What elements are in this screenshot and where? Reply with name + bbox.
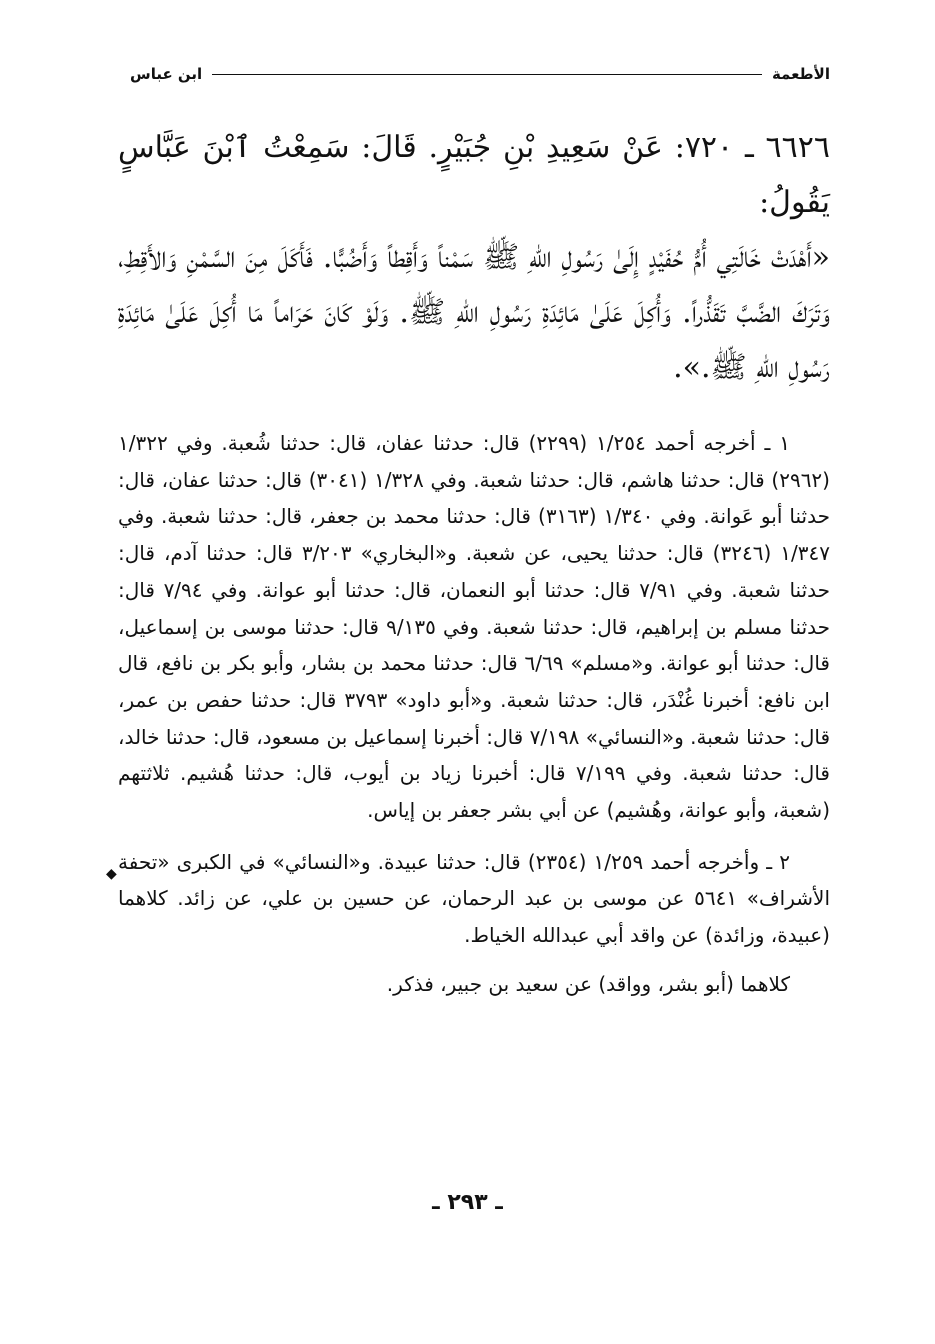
narrator-name: ابن عباس — [130, 65, 203, 83]
page-number: ـ ٢٩٣ ـ — [432, 1190, 503, 1215]
footnote-conclusion: كلاهما (أبو بشر، وواقد) عن سعيد بن جبير، فذكر. — [386, 971, 790, 996]
footnotes — [106, 425, 831, 1003]
hadith-matn: «أَهْدَتْ خَالَتِي أُمُّ حُفَيْدٍ إِلَىٰ رَسُولِ اللّٰهِ ﷺ سَمْناً وَأَقِطاً وَأَضُبًّا. فَأَكَلَ مِنَ السَّمْنِ وَالأَقِطِ، وَتَرَكَ الضَّبَّ تَقَذُّراً. وَأُكِلَ عَلَىٰ مَائِدَةِ رَسُولِ اللّٰهِ ﷺ. وَلَوْ كَانَ حَرَاماً مَا أُكِلَ عَلَىٰ مَائِدَةِ رَسُولِ اللّٰهِ ﷺ.». — [118, 240, 830, 385]
hadith-text — [118, 120, 830, 395]
note-marker-icon: ◆ — [106, 865, 117, 882]
footnote-1: ١ ـ أخرجه أحمد ١/٢٥٤ (٢٢٩٩) قال: حدثنا عفان، قال: حدثنا شُعبة. وفي ١/٣٢٢ (٢٩٦٢) قال: حدثنا هاشم، قال: حدثنا شعبة. وفي ١/٣٢٨ (٣٠٤١) قال: حدثنا عفان، قال: حدثنا أبو عَوانة. وفي ١/٣٤٠ (٣١٦٣) قال: حدثنا محمد بن جعفر، قال: حدثنا شعبة. وفي ١/٣٤٧ (٣٢٤٦) قال: حدثنا يحيى، عن شعبة. و«البخاري» ٣/٢٠٣ قال: حدثنا آدم، قال: حدثنا شعبة. وفي ٧/٩١ قال: حدثنا أبو النعمان، قال: حدثنا أبو عوانة. وفي ٧/٩٤ قال: حدثنا مسلم بن إبراهيم، قال: حدثنا شعبة. وفي ٩/١٣٥ قال: حدثنا موسى بن إسماعيل، قال: حدثنا أبو عوانة. و«مسلم» ٦/٦٩ قال: حدثنا محمد بن بشار، وأبو بكر بن نافع، قال ابن نافع: أخبرنا غُنْدَر، قال: حدثنا شعبة. و«أبو داود» ٣٧٩٣ قال: حدثنا حفص بن عمر، قال: حدثنا شعبة. و«النسائي» ٧/١٩٨ قال: أخبرنا إسماعيل بن مسعود، قال: حدثنا خالد، قال: حدثنا شعبة. وفي ٧/١٩٩ قال: أخبرنا زياد بن أيوب، قال: حدثنا هُشيم. ثلاثتهم (شعبة، وأبو عوانة، وهُشيم) عن أبي بشر جعفر بن إياس. — [118, 431, 831, 823]
hadith-isnad: ٦٦٢٦ ـ ٧٢٠: عَنْ سَعِيدِ بْنِ جُبَيْرٍ. قَالَ: سَمِعْتُ ٱبْنَ عَبَّاسٍ يَقُولُ: — [118, 130, 830, 220]
chapter-title: الأطعمة — [771, 65, 830, 83]
footnote-2-text: ٢ ـ وأخرجه أحمد ١/٢٥٩ (٢٣٥٤) قال: حدثنا عبيدة. و«النسائي» في الكبرى «تحفة الأشراف» ٥٦٤١ عن موسى بن عبد الرحمان، عن حسين بن علي، عن زائد. كلاهما (عبيدة، وزائدة) عن واقد أبي عبدالله الخياط. — [118, 849, 830, 948]
header-rule — [212, 74, 762, 75]
running-header — [130, 60, 830, 88]
footnote-2 — [106, 844, 830, 954]
